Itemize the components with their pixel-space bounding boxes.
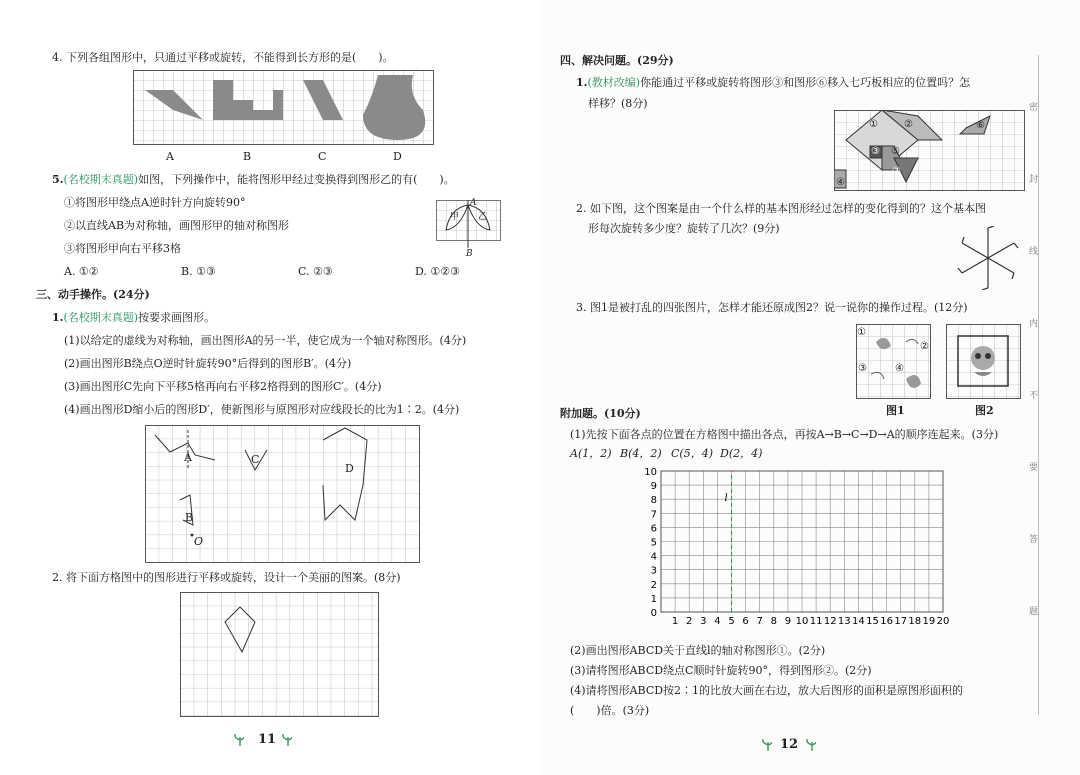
tangram-label-4: ④ bbox=[836, 177, 845, 188]
x-tick-label: 3 bbox=[700, 616, 707, 627]
q5-choice-c: C. ②③ bbox=[298, 265, 333, 278]
q5-label-b: B bbox=[466, 249, 473, 259]
sprout-icon bbox=[234, 732, 244, 746]
x-tick-label: 17 bbox=[894, 616, 908, 627]
x-tick-label: 7 bbox=[756, 616, 763, 627]
extra-step3: (3)请将图形ABCD绕点C顺时针旋转90°，得到图形②。(2分) bbox=[570, 664, 872, 677]
p1-question bbox=[52, 311, 215, 325]
q5-opt3: ③将图形甲向右平移3格 bbox=[64, 242, 181, 255]
y-tick-label: 5 bbox=[650, 537, 657, 549]
puzzle-label-3: ③ bbox=[858, 363, 867, 374]
point-d: D(2，4) bbox=[720, 447, 763, 460]
coordinate-grid bbox=[635, 462, 955, 642]
x-tick-label: 6 bbox=[742, 616, 749, 627]
p2-grid-figure bbox=[180, 592, 382, 720]
binding-char: 封 bbox=[1029, 172, 1038, 185]
x-tick-label: 8 bbox=[770, 616, 777, 627]
y-tick-label: 8 bbox=[650, 495, 657, 507]
binding-char: 不 bbox=[1029, 388, 1038, 401]
p1-step4: (4)画出图形D缩小后的图形D′，使新图形与原图形对应线段长的比为1∶2。(4分) bbox=[64, 403, 460, 416]
point-c: C(5，4) bbox=[671, 447, 713, 460]
tangram-label-2: ② bbox=[904, 119, 913, 130]
x-tick-label: 2 bbox=[686, 616, 693, 627]
r1-question bbox=[576, 76, 970, 90]
right-page bbox=[540, 0, 1080, 775]
x-tick-label: 16 bbox=[880, 616, 893, 627]
binding-char: 内 bbox=[1029, 316, 1038, 329]
binding-char: 题 bbox=[1029, 604, 1038, 617]
x-tick-label: 4 bbox=[714, 616, 721, 627]
p2-text: 2. 将下面方格图中的图形进行平移或旋转，设计一个美丽的图案。(8分) bbox=[52, 571, 401, 584]
point-b: B(4，2) bbox=[620, 447, 662, 460]
label-figure-b: B bbox=[185, 511, 194, 524]
tangram-figure bbox=[834, 110, 1026, 192]
q4-text: 4. 下列各组图形中，只通过平移或旋转，不能得到长方形的是( )。 bbox=[52, 51, 394, 64]
rotation-pattern bbox=[952, 226, 1024, 290]
x-tick-label: 15 bbox=[866, 616, 879, 627]
symmetry-line-label: l bbox=[724, 493, 728, 504]
r2-text2: 形每次旋转多少度？旋转了几次？(9分) bbox=[588, 222, 780, 235]
y-tick-label: 4 bbox=[650, 551, 657, 563]
r1-tag: (教材改编) bbox=[587, 76, 641, 89]
y-tick-label: 0 bbox=[650, 608, 657, 619]
y-tick-label: 2 bbox=[650, 579, 657, 591]
q5-opt2: ②以直线AB为对称轴，画图形甲的轴对称图形 bbox=[64, 219, 290, 232]
binding-char: 密 bbox=[1029, 100, 1038, 113]
q5-choice-b: B. ①③ bbox=[181, 265, 216, 278]
q5-choice-a: A. ①② bbox=[64, 265, 99, 278]
q5-num: 5. bbox=[52, 173, 64, 186]
point-a: A(1，2) bbox=[570, 447, 612, 460]
q5-question bbox=[52, 173, 455, 187]
p1-grid-figure bbox=[145, 425, 421, 565]
x-tick-label: 19 bbox=[922, 616, 936, 627]
extra-step2: (2)画出图形ABCD关于直线l的轴对称图形①。(2分) bbox=[570, 644, 826, 657]
puzzle-label-1: ① bbox=[857, 327, 866, 338]
r3-text: 3. 图1是被打乱的四张图片，怎样才能还原成图2？说一说你的操作过程。(12分) bbox=[576, 301, 968, 314]
puzzle-figure-2 bbox=[946, 324, 1022, 400]
p1-step3: (3)画出图形C先向下平移5格再向右平移2格得到的图形C′。(4分) bbox=[64, 380, 382, 393]
sprout-icon bbox=[282, 732, 292, 746]
y-tick-label: 7 bbox=[650, 509, 657, 521]
r1-text2: 样移？(8分) bbox=[588, 97, 648, 110]
x-tick-label: 12 bbox=[823, 616, 837, 627]
q4-label-c: C bbox=[318, 150, 327, 163]
fig2-caption: 图2 bbox=[975, 404, 994, 417]
puzzle-label-2: ② bbox=[920, 341, 929, 352]
sprout-icon bbox=[762, 737, 772, 751]
tangram-label-6: ⑥ bbox=[976, 120, 985, 131]
fig1-caption: 图1 bbox=[886, 404, 905, 417]
q5-label-jia: 甲 bbox=[450, 212, 460, 222]
q4-label-b: B bbox=[243, 150, 252, 163]
binding-char: 线 bbox=[1029, 244, 1038, 257]
section-3-title: 三、动手操作。(24分) bbox=[36, 288, 150, 301]
extra-step4b: ( )倍。(3分) bbox=[570, 704, 650, 717]
extra-step4: (4)请将图形ABCD按2∶1的比放大画在右边，放大后图形的面积是原图形面积的 bbox=[570, 684, 964, 697]
q5-tag: (名校期末真题) bbox=[63, 173, 139, 186]
x-tick-label: 13 bbox=[837, 616, 851, 627]
p1-tag: (名校期末真题) bbox=[63, 311, 139, 324]
x-tick-label: 11 bbox=[809, 616, 823, 627]
y-tick-label: 1 bbox=[650, 593, 657, 605]
binding-line bbox=[1038, 55, 1039, 715]
y-tick-label: 9 bbox=[650, 481, 657, 493]
q4-label-a: A bbox=[166, 150, 174, 163]
tangram-label-7: ⑦ bbox=[892, 166, 901, 177]
r1-num: 1. bbox=[576, 76, 588, 89]
extra-title: 附加题。(10分) bbox=[560, 407, 641, 420]
x-tick-label: 5 bbox=[728, 616, 735, 627]
q5-text: 如图，下列操作中，能将图形甲经过变换得到图形乙的有( )。 bbox=[138, 173, 455, 186]
puzzle-figure-1 bbox=[856, 324, 932, 400]
tangram-label-5: ⑤ bbox=[891, 146, 900, 157]
section-4-title: 四、解决问题。(29分) bbox=[560, 54, 674, 67]
x-tick-label: 1 bbox=[671, 616, 679, 627]
x-tick-label: 14 bbox=[852, 616, 865, 627]
y-tick-label: 10 bbox=[644, 467, 657, 478]
q5-opt1: ①将图形甲绕点A逆时针方向旋转90° bbox=[64, 196, 246, 209]
binding-char: 要 bbox=[1029, 460, 1038, 473]
label-point-o: O bbox=[194, 535, 204, 548]
label-figure-c: C bbox=[251, 453, 260, 466]
q5-choice-d: D. ①②③ bbox=[415, 265, 461, 278]
extra-step1: (1)先按下面各点的位置在方格图中描出各点，再按A→B→C→D→A的顺序连起来。(3分) bbox=[570, 428, 999, 441]
x-tick-label: 18 bbox=[908, 616, 922, 627]
x-tick-label: 9 bbox=[784, 616, 792, 627]
p1-num: 1. bbox=[52, 311, 64, 324]
p1-step1: (1)以给定的虚线为对称轴，画出图形A的另一半，使它成为一个轴对称图形。(4分) bbox=[64, 334, 467, 347]
y-tick-label: 6 bbox=[650, 523, 657, 535]
p1-text: 按要求画图形。 bbox=[138, 311, 216, 324]
p1-step2: (2)画出图形B绕点O逆时针旋转90°后得到的图形B′。(4分) bbox=[64, 357, 352, 370]
x-tick-label: 20 bbox=[936, 616, 950, 627]
q4-figure bbox=[133, 70, 435, 146]
tangram-label-3: ③ bbox=[871, 146, 880, 157]
label-figure-d: D bbox=[345, 462, 354, 475]
y-tick-label: 3 bbox=[650, 565, 657, 577]
page-number-right: 12 bbox=[780, 737, 799, 752]
x-tick-label: 10 bbox=[795, 616, 809, 627]
q5-label-a: A bbox=[470, 198, 477, 208]
q5-label-yi: 乙 bbox=[478, 212, 488, 222]
puzzle-label-4: ④ bbox=[895, 363, 904, 374]
page-number-left: 11 bbox=[258, 732, 277, 747]
tangram-label-1: ① bbox=[869, 119, 878, 130]
label-figure-a: A bbox=[184, 451, 192, 464]
q4-label-d: D bbox=[393, 150, 402, 163]
r1-text: 你能通过平移或旋转将图形③和图形⑥移入七巧板相应的位置吗？怎 bbox=[640, 76, 971, 89]
r2-text: 2. 如下图，这个图案是由一个什么样的基本图形经过怎样的变化得到的？这个基本图 bbox=[576, 202, 986, 215]
binding-char: 答 bbox=[1029, 532, 1038, 545]
sprout-icon bbox=[806, 737, 816, 751]
